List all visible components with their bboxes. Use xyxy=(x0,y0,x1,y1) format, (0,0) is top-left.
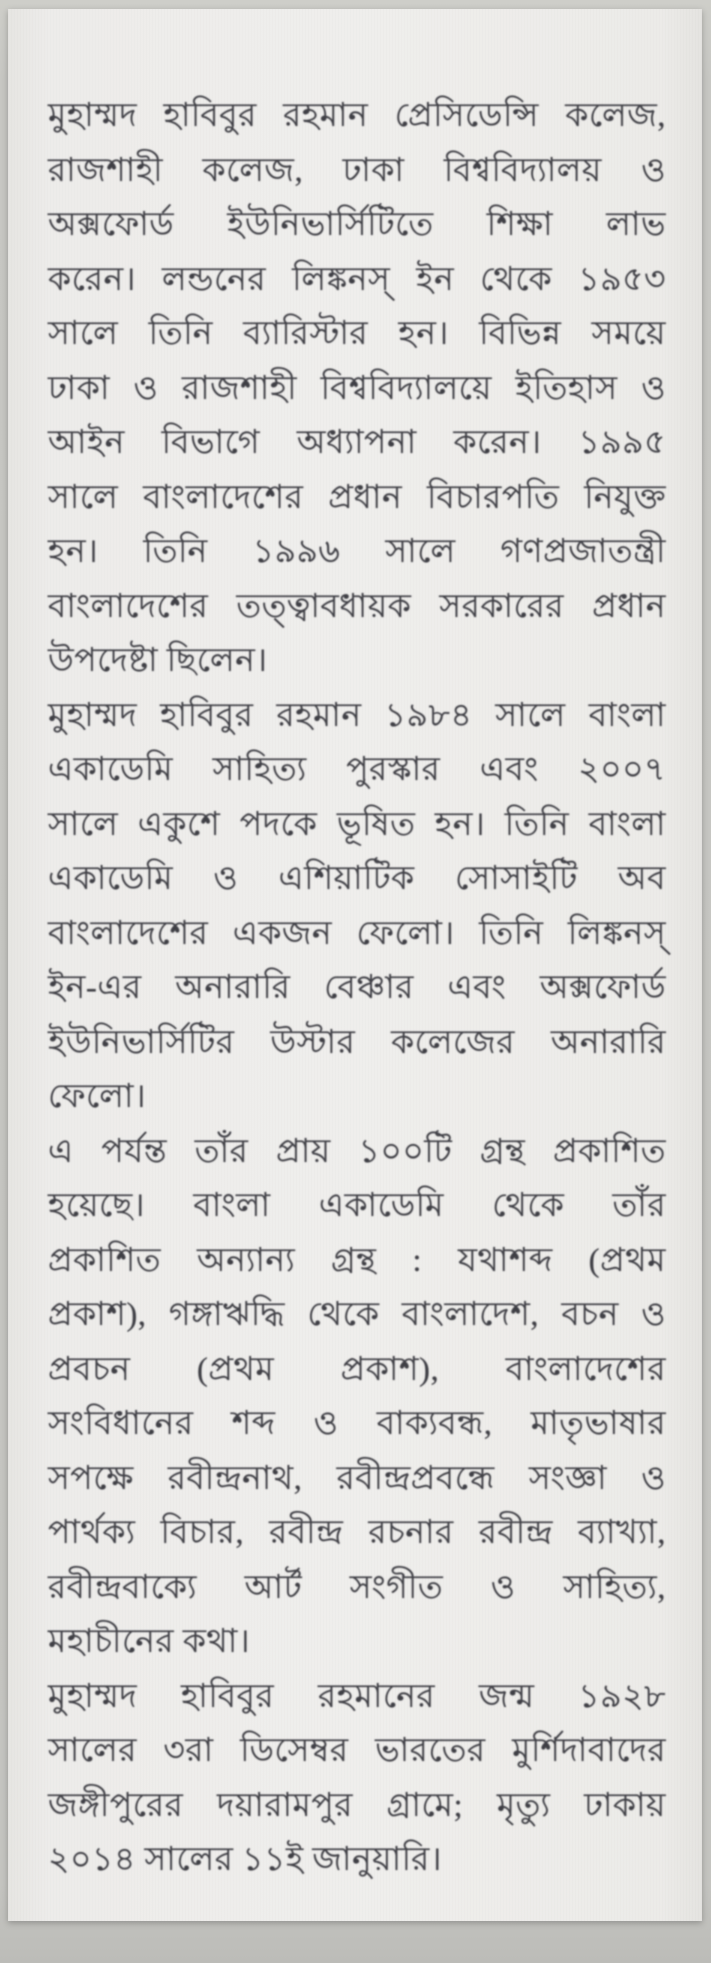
text-line: এ পর্যন্ত তাঁর প্রায় ১০০টি গ্রন্থ প্রকাশিত xyxy=(48,1133,666,1170)
text-line: ফেলো। xyxy=(48,1079,147,1115)
text-line: বাংলাদেশের একজন ফেলো। তিনি লিঙ্কনস্ xyxy=(48,915,666,952)
text-line: জঙ্গীপুরের দয়ারামপুর গ্রামে; মৃত্যু ঢাকায় xyxy=(48,1787,666,1824)
text-line: সালের ৩রা ডিসেম্বর ভারতের মুর্শিদাবাদের xyxy=(48,1733,666,1769)
paragraph xyxy=(48,89,666,689)
text-line: রাজশাহী কলেজ, ঢাকা বিশ্ববিদ্যালয় ও xyxy=(48,152,666,189)
text-line: একাডেমি ও এশিয়াটিক সোসাইটি অব xyxy=(48,861,666,897)
text-line: মুহাম্মদ হাবিবুর রহমান ১৯৮৪ সালে বাংলা xyxy=(48,697,666,734)
text-line: সালে বাংলাদেশের প্রধান বিচারপতি নিযুক্ত xyxy=(48,479,666,516)
text-line: করেন। লন্ডনের লিঙ্কনস্ ইন থেকে ১৯৫৩ xyxy=(48,261,666,298)
text-line: মুহাম্মদ হাবিবুর রহমানের জন্ম ১৯২৮ xyxy=(48,1678,666,1715)
text-line: প্রকাশিত অন্যান্য গ্রন্থ : যথাশব্দ (প্রথম xyxy=(48,1242,666,1279)
text-column xyxy=(48,89,666,1888)
paragraph xyxy=(48,1670,666,1888)
text-line: অক্সফোর্ড ইউনিভার্সিটিতে শিক্ষা লাভ xyxy=(48,207,666,243)
text-line: সালে একুশে পদকে ভূষিত হন। তিনি বাংলা xyxy=(48,806,666,843)
text-line: হয়েছে। বাংলা একাডেমি থেকে তাঁর xyxy=(48,1188,666,1224)
text-line: সালে তিনি ব্যারিস্টার হন। বিভিন্ন সময়ে xyxy=(48,316,666,352)
text-line: উপদেষ্টা ছিলেন। xyxy=(48,643,268,679)
text-line: হন। তিনি ১৯৯৬ সালে গণপ্রজাতন্ত্রী xyxy=(48,534,666,570)
text-line: ইন-এর অনারারি বেঞ্চার এবং অক্সফোর্ড xyxy=(48,970,666,1006)
text-line: সপক্ষে রবীন্দ্রনাথ, রবীন্দ্রপ্রবন্ধে সংজ্ঞা ও xyxy=(48,1460,666,1497)
text-line: প্রকাশ), গঙ্গাঋদ্ধি থেকে বাংলাদেশ, বচন ও xyxy=(48,1297,666,1333)
paragraph xyxy=(48,1125,666,1670)
text-line: ইউনিভার্সিটির উস্টার কলেজের অনারারি xyxy=(48,1024,666,1061)
text-line: প্রবচন (প্রথম প্রকাশ), বাংলাদেশের xyxy=(48,1351,666,1388)
text-line: বাংলাদেশের তত্ত্বাবধায়ক সরকারের প্রধান xyxy=(48,588,666,625)
text-line: আইন বিভাগে অধ্যাপনা করেন। ১৯৯৫ xyxy=(48,425,666,461)
text-line: ২০১৪ সালের ১১ই জানুয়ারি। xyxy=(48,1842,443,1878)
text-line: ঢাকা ও রাজশাহী বিশ্ববিদ্যালয়ে ইতিহাস ও xyxy=(48,370,666,407)
text-line: একাডেমি সাহিত্য পুরস্কার এবং ২০০৭ xyxy=(48,752,666,788)
text-line: রবীন্দ্রবাক্যে আর্ট সংগীত ও সাহিত্য, xyxy=(48,1569,666,1606)
paragraph xyxy=(48,689,666,1125)
text-line: সংবিধানের শব্দ ও বাক্যবন্ধ, মাতৃভাষার xyxy=(48,1406,666,1442)
text-line: মহাচীনের কথা। xyxy=(48,1624,251,1660)
text-line: পার্থক্য বিচার, রবীন্দ্র রচনার রবীন্দ্র ব্যাখ্যা, xyxy=(48,1515,666,1551)
text-line: মুহাম্মদ হাবিবুর রহমান প্রেসিডেন্সি কলেজ, xyxy=(48,98,666,134)
scanned-page xyxy=(8,9,702,1921)
